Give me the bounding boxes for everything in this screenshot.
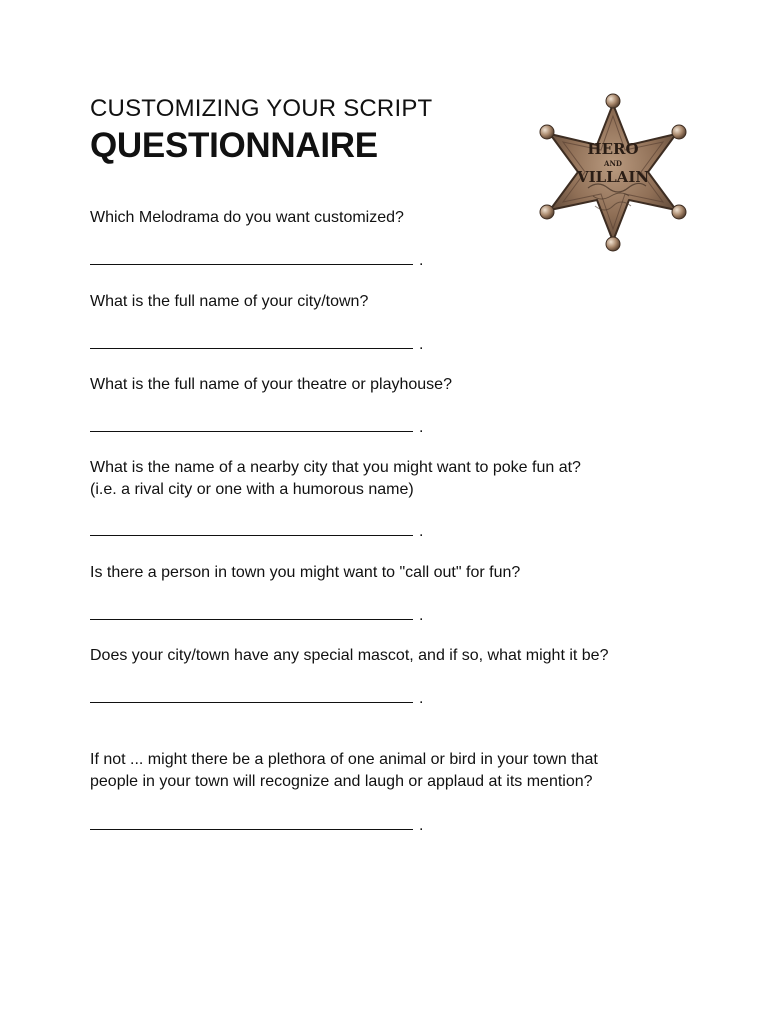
answer-line[interactable] bbox=[90, 521, 413, 536]
answer-6-blank[interactable] bbox=[90, 688, 423, 709]
question-1-text: Which Melodrama do you want customized? bbox=[90, 209, 404, 226]
badge-text-line3: VILLAIN bbox=[576, 168, 650, 186]
answer-period: . bbox=[419, 336, 424, 353]
answer-line[interactable] bbox=[90, 250, 413, 265]
answer-line[interactable] bbox=[90, 334, 413, 349]
badge-tip bbox=[606, 237, 620, 251]
badge-tip bbox=[540, 125, 554, 139]
badge-text-line2: AND bbox=[604, 159, 622, 168]
question-5-text: Is there a person in town you might want to "call out" for fun? bbox=[90, 564, 521, 581]
answer-7-blank[interactable] bbox=[90, 815, 423, 836]
answer-period: . bbox=[419, 523, 424, 540]
badge-tip bbox=[606, 94, 620, 108]
answer-line[interactable] bbox=[90, 815, 413, 830]
badge-tip bbox=[672, 205, 686, 219]
question-4-text-line2: (i.e. a rival city or one with a humorous name) bbox=[90, 481, 414, 498]
badge-text-line1: HERO bbox=[587, 140, 639, 158]
answer-line[interactable] bbox=[90, 688, 413, 703]
answer-1-blank[interactable] bbox=[90, 250, 423, 271]
question-2-text: What is the full name of your city/town? bbox=[90, 293, 369, 310]
question-7-text-line2: people in your town will recognize and laugh or applaud at its mention? bbox=[90, 773, 593, 790]
answer-2-blank[interactable] bbox=[90, 334, 423, 355]
answer-period: . bbox=[419, 817, 424, 834]
answer-line[interactable] bbox=[90, 417, 413, 432]
badge-tip bbox=[540, 205, 554, 219]
page-title: QUESTIONNAIRE bbox=[90, 126, 378, 165]
answer-period: . bbox=[419, 690, 424, 707]
question-6-text: Does your city/town have any special mascot, and if so, what might it be? bbox=[90, 647, 609, 664]
answer-line[interactable] bbox=[90, 605, 413, 620]
answer-4-blank[interactable] bbox=[90, 521, 423, 542]
question-7-text-line1: If not ... might there be a plethora of one animal or bird in your town that bbox=[90, 751, 598, 768]
answer-period: . bbox=[419, 419, 424, 436]
answer-period: . bbox=[419, 252, 424, 269]
page-subtitle: CUSTOMIZING YOUR SCRIPT bbox=[90, 95, 433, 122]
answer-5-blank[interactable] bbox=[90, 605, 423, 626]
answer-period: . bbox=[419, 607, 424, 624]
badge-tip bbox=[672, 125, 686, 139]
question-3-text: What is the full name of your theatre or playhouse? bbox=[90, 376, 452, 393]
answer-3-blank[interactable] bbox=[90, 417, 423, 438]
question-4-text-line1: What is the name of a nearby city that you might want to poke fun at? bbox=[90, 459, 581, 476]
sheriff-star-badge-logo bbox=[533, 90, 693, 255]
